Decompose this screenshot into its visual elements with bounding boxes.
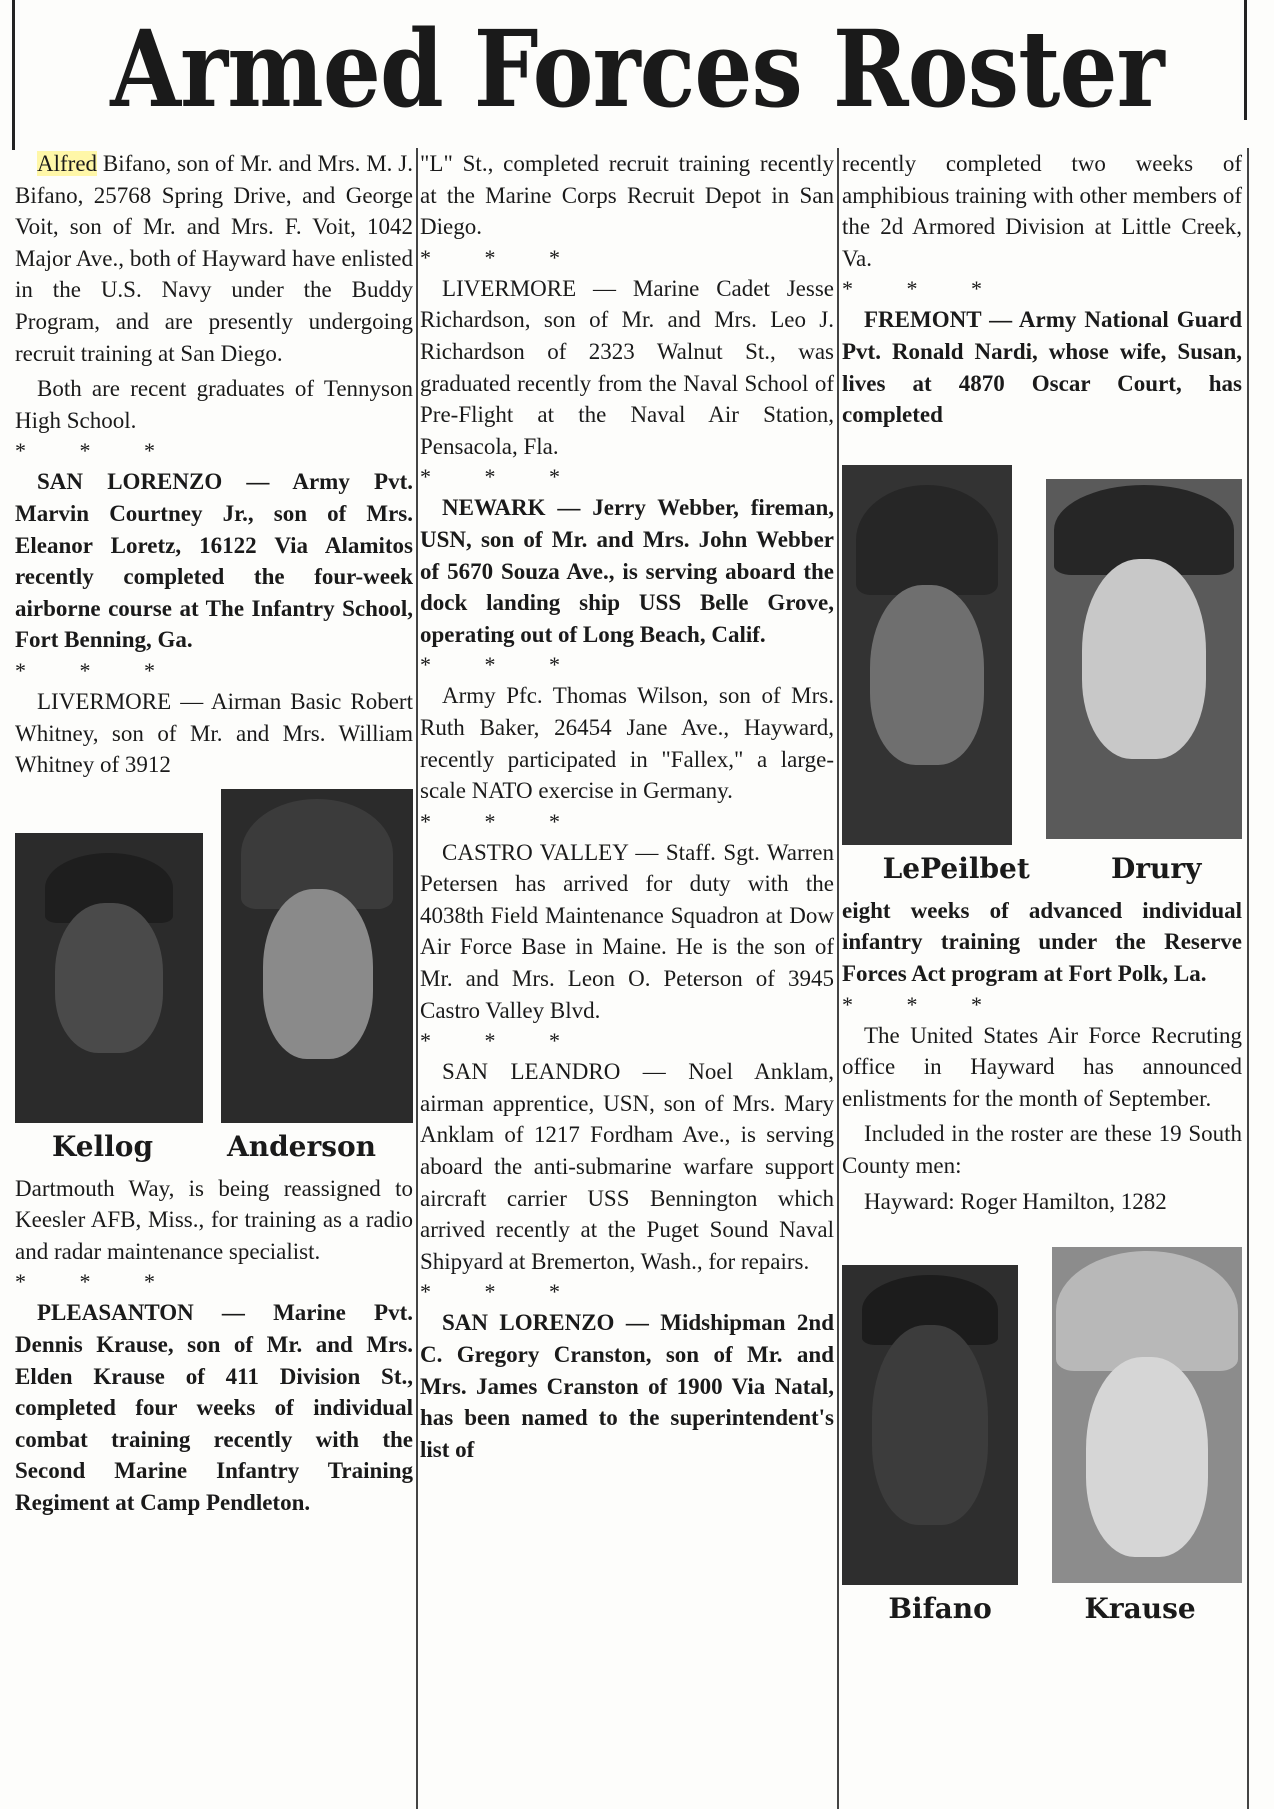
photo-row [842, 465, 1242, 845]
article-anklam: SAN LEANDRO — Noel Anklam, airman apprentice, USN, son of Mrs. Mary Anklam of 1217 Fordham Ave., is serving aboard the anti-submarine warfare support aircraft carrier USS Bennington which arrived recently at the Puget Sound Naval Shipyard at Bremerton, Wash., for repairs. [420, 1059, 834, 1274]
article-air-force-enlistments: The United States Air Force Recruting office in Hayward has announced enlistments for the month of September. [842, 1022, 1242, 1111]
divider: * * * [15, 1269, 179, 1295]
article-webber: NEWARK — Jerry Webber, fireman, USN, son of Mr. and Mrs. John Webber of 5670 Souza Ave., is serving aboard the dock landing ship USS Belle Grove, operating out of Long Beach, Calif. [420, 495, 834, 647]
headline: Armed Forces Roster [110, 6, 1164, 131]
column-3 [842, 148, 1242, 1635]
divider: * * * [420, 244, 584, 270]
column-1 [15, 148, 413, 1523]
divider: * * * [842, 991, 1006, 1017]
article-whitney: LIVERMORE — Airman Basic Robert Whitney, son of Mr. and Mrs. William Whitney of 3912 [15, 688, 413, 778]
article-graduates: Both are recent graduates of Tennyson High School. [15, 376, 413, 433]
column-rule-3 [1247, 148, 1249, 1809]
article-roster-hayward: Hayward: Roger Hamilton, 1282 [864, 1188, 1167, 1214]
divider: * * * [420, 652, 584, 678]
divider: * * * [842, 276, 1006, 302]
portrait-photo-anderson [221, 789, 413, 1123]
photo-captions [15, 1127, 413, 1167]
right-border [1244, 0, 1247, 120]
caption-krause: Krause [1084, 1592, 1196, 1626]
column-rule-2 [837, 148, 839, 1809]
photo-captions [842, 849, 1242, 889]
portrait-photo-bifano [842, 1265, 1018, 1585]
caption-drury: Drury [1110, 851, 1202, 885]
article-richardson: LIVERMORE — Marine Cadet Jesse Richardson, son of Mr. and Mrs. Leo J. Richardson of 2323 Walnut St., was graduated recently from the Naval School of Pre-Flight at the Naval Air Station, Pensacola, Fla. [420, 275, 834, 459]
article-wilson: Army Pfc. Thomas Wilson, son of Mrs. Ruth Baker, 26454 Jane Ave., Hayward, recently participated in "Fallex," a large-scale NATO exercise in Germany. [420, 683, 834, 804]
portrait-photo-krause [1052, 1247, 1242, 1583]
divider: * * * [15, 438, 179, 464]
portrait-photo-lepeilbet [842, 465, 1012, 845]
article-nardi-cont: eight weeks of advanced individual infantry training under the Reserve Forces Act program at Fort Polk, La. [842, 897, 1242, 986]
divider: * * * [15, 657, 179, 683]
portrait-photo-kellog [15, 833, 203, 1123]
column-2 [420, 148, 834, 1469]
left-border [12, 0, 15, 150]
photo-row [842, 1247, 1242, 1585]
article-cranston: SAN LORENZO — Midshipman 2nd C. Gregory Cranston, son of Mr. and Mrs. James Cranston of 1900 Via Natal, has been named to the superintendent's list of [420, 1310, 834, 1462]
photo-row [15, 789, 413, 1123]
portrait-photo-drury [1046, 479, 1242, 839]
article-nardi: FREMONT — Army National Guard Pvt. Ronald Nardi, whose wife, Susan, lives at 4870 Oscar Court, has completed [842, 307, 1242, 428]
caption-anderson: Anderson [226, 1129, 377, 1163]
divider: * * * [420, 1279, 584, 1305]
highlighted-name: Alfred [37, 151, 98, 176]
article-courtney: SAN LORENZO — Army Pvt. Marvin Courtney Jr., son of Mrs. Eleanor Loretz, 16122 Via Alamitos recently completed the four-week airborne course at The Infantry School, Fort Benning, Ga. [15, 469, 413, 653]
article-krause: PLEASANTON — Marine Pvt. Dennis Krause, son of Mr. and Mrs. Elden Krause of 411 Division St., completed four weeks of individual combat training recently with the Second Marine Infantry Training Regiment at Camp Pendleton. [15, 1300, 413, 1516]
divider: * * * [420, 464, 584, 490]
caption-bifano: Bifano [888, 1592, 992, 1626]
column-rule-1 [416, 148, 418, 1809]
article-roster-intro: Included in the roster are these 19 South County men: [842, 1121, 1242, 1178]
article-amphibious: recently completed two weeks of amphibious training with other members of the 2d Armored Division at Little Creek, Va. [842, 151, 1242, 271]
caption-kellog: Kellog [51, 1129, 154, 1163]
caption-lepeilbet: LePeilbet [882, 851, 1030, 885]
article-text: Bifano, son of Mr. and Mrs. M. J. Bifano, 25768 Spring Drive, and George Voit, son of Mr. and Mrs. F. Voit, 1042 Major Ave., both of Hayward have enlisted in the U.S. Navy under the Buddy Program, and are presently undergoing recruit training at San Diego. [15, 151, 413, 366]
divider: * * * [420, 1028, 584, 1054]
article-petersen: CASTRO VALLEY — Staff. Sgt. Warren Petersen has arrived for duty with the 4038th Field Maintenance Squadron at Dow Air Force Base in Maine. He is the son of Mr. and Mrs. Leon O. Peterson of 3945 Castro Valley Blvd. [420, 839, 834, 1023]
photo-captions [842, 1589, 1242, 1629]
article-whitney-cont: Dartmouth Way, is being reassigned to Keesler AFB, Miss., for training as a radio and radar maintenance specialist. [15, 1175, 413, 1264]
article-bifano-voit [15, 148, 413, 369]
divider: * * * [420, 808, 584, 834]
article-marine-recruit: "L" St., completed recruit training recently at the Marine Corps Recruit Depot in San Diego. [420, 151, 834, 240]
